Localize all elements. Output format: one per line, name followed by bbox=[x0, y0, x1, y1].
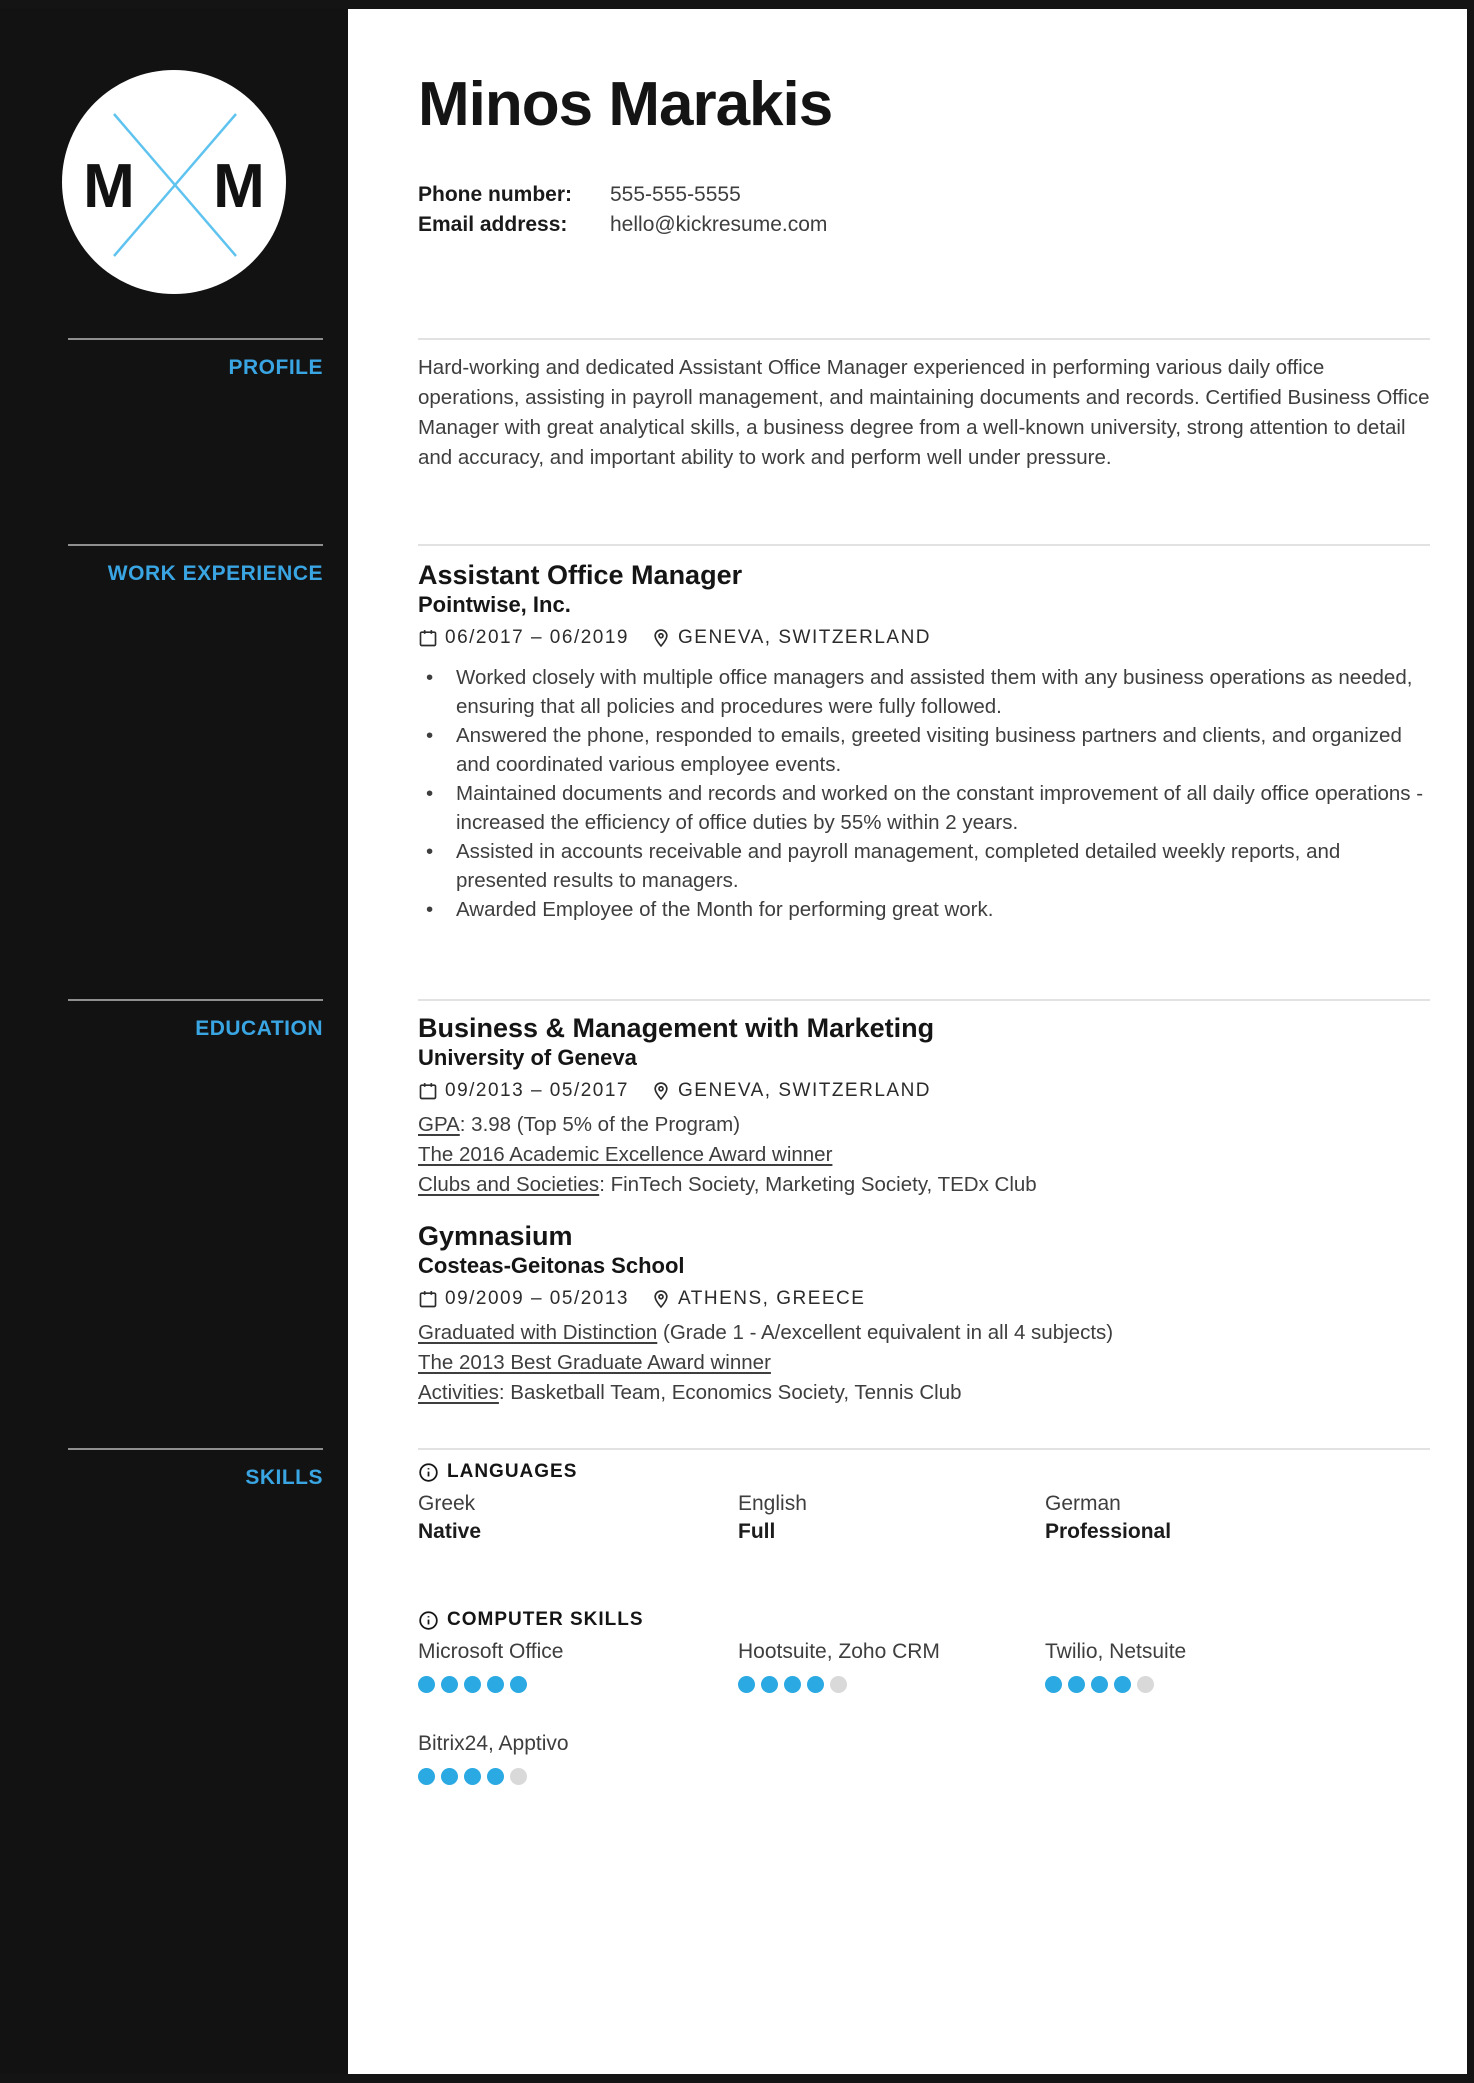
languages-grid bbox=[418, 1490, 1430, 1546]
computer-skills-heading-row bbox=[418, 1608, 1430, 1632]
computer-skill-name: Bitrix24, Apptivo bbox=[418, 1732, 569, 1755]
job-title: Assistant Office Manager bbox=[418, 560, 743, 590]
detail-underlined: GPA bbox=[418, 1113, 460, 1136]
page-border-top bbox=[0, 0, 1474, 9]
detail-underlined: The 2016 Academic Excellence Award winner bbox=[418, 1143, 833, 1166]
language-level: Native bbox=[418, 1520, 482, 1543]
education-location: ATHENS, GREECE bbox=[678, 1288, 866, 1309]
degree-title: Business & Management with Marketing bbox=[418, 1013, 935, 1043]
education-section bbox=[418, 999, 1430, 1408]
education-details bbox=[418, 1110, 1430, 1200]
school-name: University of Geneva bbox=[418, 1045, 637, 1070]
computer-skill-item bbox=[418, 1638, 738, 1694]
calendar-icon bbox=[418, 628, 438, 648]
sidebar-item-profile: PROFILE bbox=[68, 338, 323, 380]
education-dates: 09/2013 – 05/2017 bbox=[445, 1080, 629, 1101]
detail-line bbox=[418, 1170, 1430, 1200]
education-entry bbox=[418, 1220, 1430, 1408]
detail-line bbox=[418, 1378, 1430, 1408]
computer-skill-name: Twilio, Netsuite bbox=[1045, 1640, 1187, 1663]
sidebar bbox=[0, 0, 348, 2083]
computer-skill-item bbox=[1045, 1638, 1430, 1694]
bullet-item: • Worked closely with multiple office managers and assisted them with any business operations as needed, ensuring that all policies and procedures were fully followed. bbox=[418, 663, 1430, 721]
page-border-bottom bbox=[0, 2074, 1474, 2083]
detail-underlined: Activities bbox=[418, 1381, 499, 1404]
education-meta bbox=[418, 1286, 1430, 1312]
detail-rest: : 3.98 (Top 5% of the Program) bbox=[459, 1113, 741, 1136]
skill-dot bbox=[1045, 1676, 1062, 1693]
calendar-icon bbox=[418, 1081, 438, 1101]
sidebar-item-work-experience: WORK EXPERIENCE bbox=[68, 544, 323, 586]
computer-skill-name: Microsoft Office bbox=[418, 1640, 564, 1663]
skill-dot bbox=[738, 1676, 755, 1693]
calendar-icon bbox=[418, 1289, 438, 1309]
skill-dot bbox=[464, 1676, 481, 1693]
skill-rating bbox=[418, 1768, 738, 1786]
education-meta bbox=[418, 1078, 1430, 1104]
detail-line bbox=[418, 1140, 1430, 1170]
job-location-wrap bbox=[651, 625, 931, 651]
email-value: hello@kickresume.com bbox=[610, 213, 828, 236]
contact-info bbox=[418, 180, 1430, 240]
skills-section bbox=[418, 1448, 1430, 1786]
language-level: Full bbox=[738, 1520, 776, 1543]
education-dates: 09/2009 – 05/2013 bbox=[445, 1288, 629, 1309]
skill-rating bbox=[1045, 1676, 1430, 1694]
email-row bbox=[418, 210, 1430, 240]
language-name: German bbox=[1045, 1492, 1121, 1515]
skill-dot bbox=[441, 1676, 458, 1693]
info-icon bbox=[418, 1462, 439, 1483]
detail-underlined: Clubs and Societies bbox=[418, 1173, 600, 1196]
language-item bbox=[1045, 1490, 1430, 1546]
job-location: GENEVA, SWITZERLAND bbox=[678, 627, 932, 648]
logo-left-initial: M bbox=[83, 152, 135, 221]
sidebar-item-skills: SKILLS bbox=[68, 1448, 323, 1490]
skill-dot bbox=[1068, 1676, 1085, 1693]
skill-dot bbox=[1091, 1676, 1108, 1693]
computer-skill-item bbox=[418, 1730, 738, 1786]
detail-line bbox=[418, 1318, 1430, 1348]
profile-section bbox=[418, 338, 1430, 473]
skill-dot bbox=[510, 1768, 527, 1785]
skill-dot bbox=[510, 1676, 527, 1693]
job-dates: 06/2017 – 06/2019 bbox=[445, 627, 629, 648]
computer-skill-item bbox=[738, 1638, 1045, 1694]
monogram-logo-icon bbox=[62, 70, 286, 294]
email-label: Email address: bbox=[418, 213, 568, 236]
skill-dot bbox=[807, 1676, 824, 1693]
language-item bbox=[738, 1490, 1045, 1546]
bullet-item: • Maintained documents and records and worked on the constant improvement of all daily office operations - increased the efficiency of office duties by 55% within 2 years. bbox=[418, 779, 1430, 837]
skill-dot bbox=[830, 1676, 847, 1693]
person-name: Minos Marakis bbox=[418, 70, 833, 139]
bullet-item: • Answered the phone, responded to emails, greeted visiting business partners and clients, and organized and coordinated various employee events. bbox=[418, 721, 1430, 779]
phone-value: 555-555-5555 bbox=[610, 183, 741, 206]
skill-rating bbox=[418, 1676, 738, 1694]
sidebar-item-education: EDUCATION bbox=[68, 999, 323, 1041]
skill-dot bbox=[441, 1768, 458, 1785]
work-experience-section bbox=[418, 544, 1430, 924]
skill-dot bbox=[1137, 1676, 1154, 1693]
computer-skills-heading: COMPUTER SKILLS bbox=[447, 1609, 644, 1630]
job-bullet-list bbox=[418, 663, 1430, 924]
education-entry bbox=[418, 1012, 1430, 1200]
detail-line bbox=[418, 1110, 1430, 1140]
detail-rest: (Grade 1 - A/excellent equivalent in all 4 subjects) bbox=[657, 1321, 1114, 1344]
languages-heading: LANGUAGES bbox=[447, 1461, 578, 1482]
company-name: Pointwise, Inc. bbox=[418, 592, 571, 617]
school-name: Costeas-Geitonas School bbox=[418, 1253, 685, 1278]
skill-rating bbox=[738, 1676, 1045, 1694]
languages-heading-row bbox=[418, 1460, 1430, 1484]
detail-underlined: Graduated with Distinction bbox=[418, 1321, 658, 1344]
bullet-item: • Awarded Employee of the Month for performing great work. bbox=[418, 895, 1430, 924]
bullet-item: • Assisted in accounts receivable and payroll management, completed detailed weekly reports, and presented results to managers. bbox=[418, 837, 1430, 895]
detail-rest: : Basketball Team, Economics Society, Tennis Club bbox=[498, 1381, 962, 1404]
education-location-wrap bbox=[651, 1286, 865, 1312]
page-border-right bbox=[1467, 0, 1474, 2083]
education-location-wrap bbox=[651, 1078, 931, 1104]
monogram-logo bbox=[62, 70, 286, 294]
skill-dot bbox=[464, 1768, 481, 1785]
education-details bbox=[418, 1318, 1430, 1408]
skill-dot bbox=[418, 1768, 435, 1785]
phone-label: Phone number: bbox=[418, 183, 573, 206]
skill-dot bbox=[487, 1676, 504, 1693]
language-level: Professional bbox=[1045, 1520, 1172, 1543]
computer-skills-block bbox=[418, 1608, 1430, 1786]
skill-dot bbox=[761, 1676, 778, 1693]
skill-dot bbox=[487, 1768, 504, 1785]
degree-title: Gymnasium bbox=[418, 1221, 573, 1251]
skill-dot bbox=[1114, 1676, 1131, 1693]
location-pin-icon bbox=[651, 628, 671, 648]
skill-dot bbox=[418, 1676, 435, 1693]
header bbox=[418, 70, 1430, 240]
phone-row bbox=[418, 180, 1430, 210]
job-meta bbox=[418, 625, 1430, 651]
language-name: English bbox=[738, 1492, 807, 1515]
education-location: GENEVA, SWITZERLAND bbox=[678, 1080, 932, 1101]
logo-right-initial: M bbox=[213, 152, 265, 221]
detail-underlined: The 2013 Best Graduate Award winner bbox=[418, 1351, 771, 1374]
language-name: Greek bbox=[418, 1492, 476, 1515]
skill-dot bbox=[784, 1676, 801, 1693]
computer-skill-name: Hootsuite, Zoho CRM bbox=[738, 1640, 940, 1663]
location-pin-icon bbox=[651, 1081, 671, 1101]
info-icon bbox=[418, 1610, 439, 1631]
profile-summary: Hard-working and dedicated Assistant Office Manager experienced in performing various daily office operations, assisting in payroll management, and maintaining documents and records. Certified Business Office Manager with great analytical skills, a business degree from a well-known university, strong attention to detail and accuracy, and important ability to work and perform well under pressure. bbox=[418, 356, 1430, 469]
detail-line bbox=[418, 1348, 1430, 1378]
language-item bbox=[418, 1490, 738, 1546]
detail-rest: : FinTech Society, Marketing Society, TEDx Club bbox=[599, 1173, 1037, 1196]
location-pin-icon bbox=[651, 1289, 671, 1309]
languages-block bbox=[418, 1460, 1430, 1546]
computer-skills-grid bbox=[418, 1638, 1430, 1786]
